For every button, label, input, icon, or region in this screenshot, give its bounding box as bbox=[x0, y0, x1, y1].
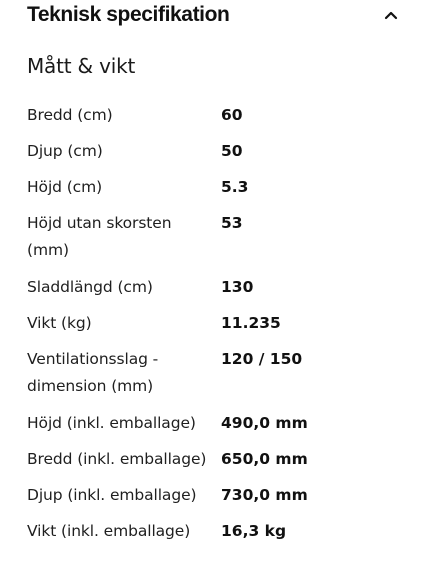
spec-value: 5.3 bbox=[221, 178, 249, 196]
spec-value: 490,0 mm bbox=[221, 414, 308, 432]
spec-label: Vikt (inkl. emballage) bbox=[27, 522, 191, 540]
spec-value: 730,0 mm bbox=[221, 486, 308, 504]
spec-value: 53 bbox=[221, 214, 243, 232]
spec-label: Djup (inkl. emballage) bbox=[27, 486, 197, 504]
spec-value: 130 bbox=[221, 278, 254, 296]
spec-value: 50 bbox=[221, 142, 243, 160]
spec-value: 16,3 kg bbox=[221, 522, 287, 540]
spec-label: Bredd (inkl. emballage) bbox=[27, 450, 207, 468]
spec-label: Vikt (kg) bbox=[27, 314, 92, 332]
spec-label: Höjd (cm) bbox=[27, 178, 103, 196]
spec-label: Höjd (inkl. emballage) bbox=[27, 414, 196, 432]
accordion-title: Teknisk specifikation bbox=[27, 3, 230, 26]
spec-value: 120 / 150 bbox=[221, 350, 303, 368]
chevron-up-icon[interactable] bbox=[383, 7, 399, 23]
spec-label: Bredd (cm) bbox=[27, 106, 113, 124]
accordion-header-teknisk-specifikation[interactable] bbox=[0, 0, 426, 32]
spec-label: Ventilationsslag - dimension (mm) bbox=[27, 350, 159, 395]
spec-value: 650,0 mm bbox=[221, 450, 308, 468]
spec-label: Djup (cm) bbox=[27, 142, 103, 160]
spec-value: 60 bbox=[221, 106, 243, 124]
spec-label: Höjd utan skorsten (mm) bbox=[27, 214, 172, 259]
section-title: Mått & vikt bbox=[27, 54, 136, 78]
spec-label: Sladdlängd (cm) bbox=[27, 278, 153, 296]
spec-value: 11.235 bbox=[221, 314, 281, 332]
